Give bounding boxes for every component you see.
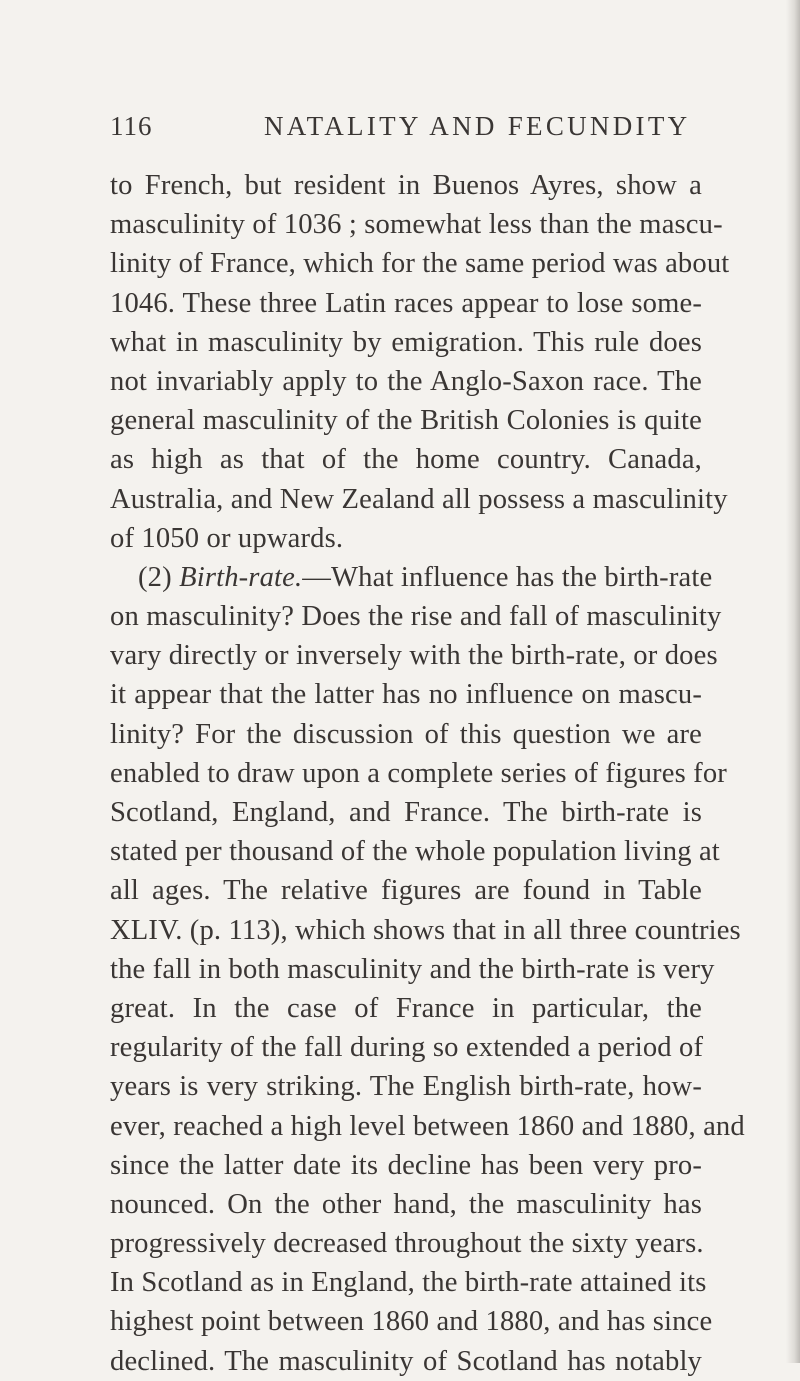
text-line: progressively decreased throughout the sixty years.: [110, 1228, 704, 1260]
text-line: linity? For the discussion of this question we are: [110, 718, 702, 750]
text-line: In Scotland as in England, the birth-rate attained its: [110, 1267, 707, 1299]
text-line: ever, reached a high level between 1860 and 1880, and: [110, 1110, 745, 1142]
text-line: all ages. The relative figures are found in Table: [110, 875, 702, 907]
running-title: NATALITY AND FECUNDITY: [264, 111, 691, 141]
body-text: [110, 166, 745, 1381]
text-line: the fall in both masculinity and the birth-rate is very: [110, 953, 715, 985]
text-line: XLIV. (p. 113), which shows that in all three countries: [110, 914, 741, 946]
text-line: it appear that the latter has no influence on mascu-: [110, 679, 702, 711]
section-heading: Birth-rate.: [179, 561, 303, 593]
text-line: since the latter date its decline has been very pro-: [110, 1149, 702, 1181]
text-line: great. In the case of France in particular, the: [110, 992, 702, 1024]
text-line: years is very striking. The English birth-rate, how-: [110, 1071, 702, 1103]
text-line: of 1050 or upwards.: [110, 522, 344, 554]
text-line: on masculinity? Does the rise and fall of masculinity: [110, 601, 722, 633]
text-line: highest point between 1860 and 1880, and has since: [110, 1306, 713, 1338]
text-line: enabled to draw upon a complete series of figures for: [110, 757, 727, 789]
section-first-line: [110, 558, 713, 597]
text-line: not invariably apply to the Anglo-Saxon race. The: [110, 365, 702, 397]
text-line: what in masculinity by emigration. This rule does: [110, 326, 702, 358]
page-edge-shadow: [786, 0, 800, 1363]
text-line: Australia, and New Zealand all possess a masculinity: [110, 483, 728, 515]
text-line: 1046. These three Latin races appear to lose some-: [110, 287, 702, 319]
text-line: regularity of the fall during so extended a period of: [110, 1032, 704, 1064]
text-line: general masculinity of the British Colonies is quite: [110, 405, 702, 437]
text-line: linity of France, which for the same period was about: [110, 248, 730, 280]
running-head: [110, 106, 698, 146]
page-number: 116: [110, 111, 153, 141]
text-line: stated per thousand of the whole population living at: [110, 836, 720, 868]
text-line: to French, but resident in Buenos Ayres, show a: [110, 170, 702, 201]
text-line: nounced. On the other hand, the masculinity has: [110, 1188, 702, 1220]
text-line: masculinity of 1036 ; somewhat less than the mascu-: [110, 209, 723, 241]
section-first-line-text: —What influence has the birth-rate: [302, 561, 713, 593]
text-line: as high as that of the home country. Canada,: [110, 444, 702, 476]
text-line: vary directly or inversely with the birth-rate, or does: [110, 640, 718, 672]
text-line: declined. The masculinity of Scotland has notably: [110, 1345, 702, 1377]
section-number: (2): [138, 561, 172, 593]
text-line: Scotland, England, and France. The birth-rate is: [110, 797, 702, 828]
